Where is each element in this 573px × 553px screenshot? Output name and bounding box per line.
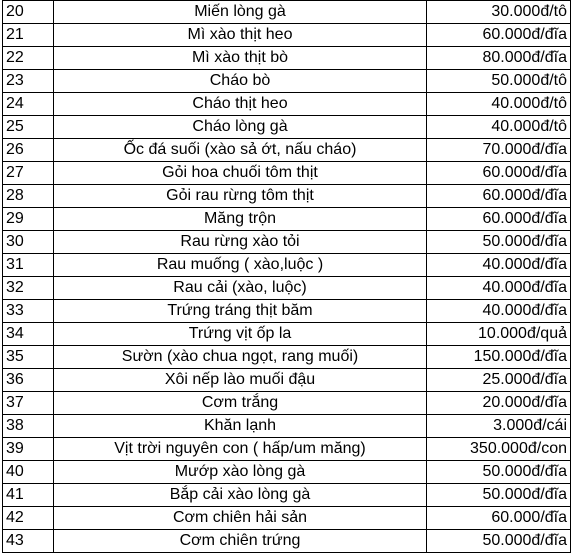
table-row [3, 484, 571, 507]
item-price-cell: 80.000đ/đĩa [427, 47, 571, 70]
item-price-cell: 350.000đ/con [427, 438, 571, 461]
table-row [3, 162, 571, 185]
item-price-cell: 50.000đ/đĩa [427, 231, 571, 254]
table-row [3, 346, 571, 369]
item-price-cell: 50.000đ/đĩa [427, 484, 571, 507]
item-number-cell: 42 [3, 507, 54, 530]
table-row [3, 323, 571, 346]
table-row [3, 1, 571, 24]
item-number-cell: 36 [3, 369, 54, 392]
item-name-cell: Rau cải (xào, luộc) [54, 277, 427, 300]
item-name-cell: Rau muống ( xào,luộc ) [54, 254, 427, 277]
item-price-cell: 40.000đ/đĩa [427, 277, 571, 300]
item-name-cell: Miến lòng gà [54, 1, 427, 24]
item-number-cell: 28 [3, 185, 54, 208]
item-number-cell: 22 [3, 47, 54, 70]
item-name-cell: Trứng tráng thịt băm [54, 300, 427, 323]
item-name-cell: Mì xào thịt bò [54, 47, 427, 70]
item-number-cell: 25 [3, 116, 54, 139]
item-number-cell: 40 [3, 461, 54, 484]
table-row [3, 116, 571, 139]
item-price-cell: 40.000đ/tô [427, 116, 571, 139]
table-row [3, 185, 571, 208]
item-number-cell: 37 [3, 392, 54, 415]
table-row [3, 139, 571, 162]
item-price-cell: 60.000đ/đĩa [427, 162, 571, 185]
item-name-cell: Cơm trắng [54, 392, 427, 415]
item-price-cell: 3.000đ/cái [427, 415, 571, 438]
table-row [3, 231, 571, 254]
table-row [3, 277, 571, 300]
item-price-cell: 20.000đ/đĩa [427, 392, 571, 415]
item-number-cell: 32 [3, 277, 54, 300]
table-row [3, 47, 571, 70]
table-row [3, 93, 571, 116]
item-number-cell: 21 [3, 24, 54, 47]
item-price-cell: 40.000đ/đĩa [427, 254, 571, 277]
item-name-cell: Gỏi hoa chuối tôm thịt [54, 162, 427, 185]
item-name-cell: Cơm chiên trứng [54, 530, 427, 553]
table-row [3, 530, 571, 553]
item-price-cell: 60.000/đĩa [427, 507, 571, 530]
item-price-cell: 60.000đ/đĩa [427, 24, 571, 47]
item-name-cell: Sườn (xào chua ngọt, rang muối) [54, 346, 427, 369]
item-name-cell: Mì xào thịt heo [54, 24, 427, 47]
item-number-cell: 27 [3, 162, 54, 185]
table-row [3, 507, 571, 530]
table-row [3, 300, 571, 323]
item-name-cell: Trứng vịt ốp la [54, 323, 427, 346]
item-name-cell: Ốc đá suối (xào sả ớt, nấu cháo) [54, 139, 427, 162]
item-number-cell: 34 [3, 323, 54, 346]
item-name-cell: Cháo bò [54, 70, 427, 93]
item-price-cell: 50.000đ/đĩa [427, 461, 571, 484]
item-price-cell: 50.000đ/tô [427, 70, 571, 93]
menu-table-body [3, 1, 571, 553]
item-name-cell: Vịt trời nguyên con ( hấp/um măng) [54, 438, 427, 461]
item-number-cell: 35 [3, 346, 54, 369]
item-name-cell: Mướp xào lòng gà [54, 461, 427, 484]
item-name-cell: Gỏi rau rừng tôm thịt [54, 185, 427, 208]
item-price-cell: 70.000đ/đĩa [427, 139, 571, 162]
item-number-cell: 23 [3, 70, 54, 93]
item-name-cell: Cháo lòng gà [54, 116, 427, 139]
table-row [3, 70, 571, 93]
item-price-cell: 25.000đ/đĩa [427, 369, 571, 392]
item-number-cell: 29 [3, 208, 54, 231]
item-name-cell: Măng trộn [54, 208, 427, 231]
table-row [3, 392, 571, 415]
item-name-cell: Khăn lạnh [54, 415, 427, 438]
item-price-cell: 40.000đ/tô [427, 93, 571, 116]
item-price-cell: 40.000đ/đĩa [427, 300, 571, 323]
item-number-cell: 24 [3, 93, 54, 116]
item-price-cell: 30.000đ/tô [427, 1, 571, 24]
item-name-cell: Cơm chiên hải sản [54, 507, 427, 530]
table-row [3, 415, 571, 438]
menu-price-table [2, 0, 571, 553]
item-number-cell: 31 [3, 254, 54, 277]
item-price-cell: 60.000đ/đĩa [427, 185, 571, 208]
table-row [3, 369, 571, 392]
item-price-cell: 10.000đ/quả [427, 323, 571, 346]
item-price-cell: 150.000đ/đĩa [427, 346, 571, 369]
table-row [3, 24, 571, 47]
item-name-cell: Bắp cải xào lòng gà [54, 484, 427, 507]
table-row [3, 208, 571, 231]
item-number-cell: 33 [3, 300, 54, 323]
item-price-cell: 60.000đ/đĩa [427, 208, 571, 231]
item-number-cell: 39 [3, 438, 54, 461]
item-number-cell: 38 [3, 415, 54, 438]
item-name-cell: Cháo thịt heo [54, 93, 427, 116]
item-price-cell: 50.000đ/đĩa [427, 530, 571, 553]
item-number-cell: 41 [3, 484, 54, 507]
item-number-cell: 30 [3, 231, 54, 254]
item-name-cell: Rau rừng xào tỏi [54, 231, 427, 254]
table-row [3, 254, 571, 277]
item-number-cell: 43 [3, 530, 54, 553]
item-number-cell: 20 [3, 1, 54, 24]
item-name-cell: Xôi nếp lào muối đậu [54, 369, 427, 392]
table-row [3, 438, 571, 461]
table-row [3, 461, 571, 484]
item-number-cell: 26 [3, 139, 54, 162]
